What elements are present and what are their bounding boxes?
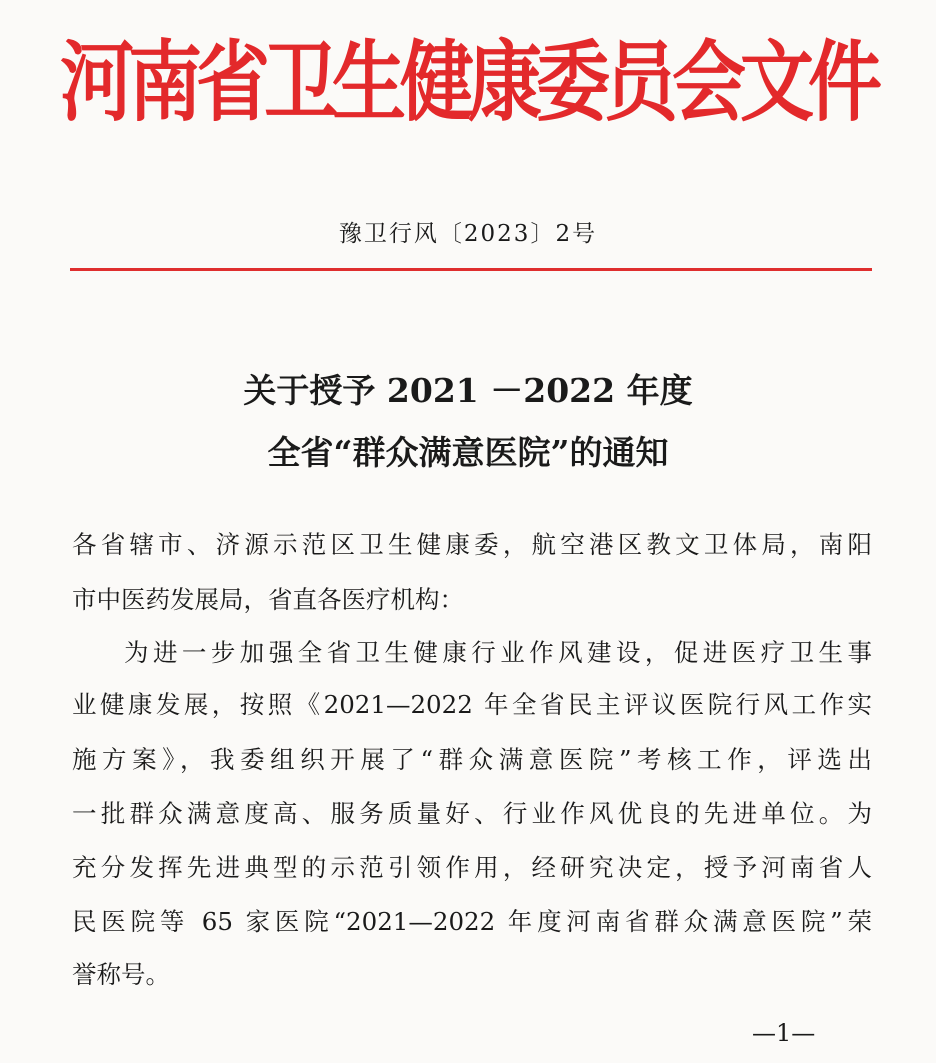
body-line-1: 为进一步加强全省卫生健康行业作风建设，促进医疗卫生事 bbox=[124, 638, 872, 667]
document-number: 豫卫行风〔2023〕2号 bbox=[338, 221, 598, 247]
body-line-5: 充分发挥先进典型的示范引领作用，经研究决定，授予河南省人 bbox=[72, 853, 872, 882]
body-line-4: 一批群众满意度高、服务质量好、行业作风优良的先进单位。为 bbox=[72, 799, 872, 828]
body-line-2: 业健康发展，按照《2021—2022 年全省民主评议医院行风工作实 bbox=[72, 690, 872, 719]
red-separator-line bbox=[70, 268, 872, 271]
notice-title-line-2: 全省“群众满意医院”的通知 bbox=[267, 433, 669, 472]
body-line-6: 民医院等 65 家医院“2021—2022 年度河南省群众满意医院”荣 bbox=[72, 907, 872, 936]
addressee-line-1: 各省辖市、济源示范区卫生健康委，航空港区教文卫体局，南阳 bbox=[72, 530, 872, 559]
page-number: —1— bbox=[752, 1019, 816, 1047]
notice-title-line-1: 关于授予 2021 －2022 年度 bbox=[243, 371, 693, 410]
body-line-7: 誉称号。 bbox=[72, 960, 170, 989]
addressee-line-2: 市中医药发展局，省直各医疗机构： bbox=[72, 585, 464, 614]
body-line-3: 施方案》，我委组织开展了“群众满意医院”考核工作，评选出 bbox=[72, 745, 872, 774]
masthead-title: 河南省卫生健康委员会文件 bbox=[60, 32, 876, 134]
